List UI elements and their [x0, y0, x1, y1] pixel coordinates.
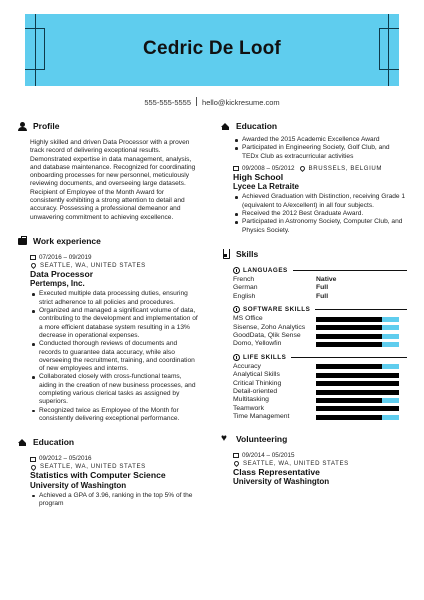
list-item: Executed multiple data processing duties, ensuring strict adherence to all policies and procedures.	[30, 290, 200, 307]
education-right-bullets	[233, 193, 407, 234]
flask-icon	[221, 249, 230, 258]
language-row: French Native	[233, 275, 337, 283]
education-left-section	[18, 437, 200, 508]
language-row: English Full	[233, 292, 329, 300]
skill-row: GoodData, Qlik Sense	[233, 332, 407, 340]
work-date: 07/2016 – 09/2019	[30, 254, 200, 262]
work-role: Data Processor	[30, 268, 94, 279]
skill-row: Detail-oriented	[233, 388, 407, 396]
education-left-date: 09/2012 – 05/2016	[30, 455, 200, 463]
skill-level-bar	[316, 334, 399, 339]
volunteering-role: Class Representative	[233, 466, 320, 477]
skill-level-bar	[316, 381, 399, 386]
skill-level-bar	[316, 398, 399, 403]
volunteering-location: SEATTLE, WA, UNITED STATES	[233, 460, 407, 468]
education-right-entry	[221, 136, 407, 235]
language-row: German Full	[233, 284, 329, 292]
volunteering-date: 09/2014 – 05/2015	[233, 452, 407, 460]
skill-level-bar	[316, 373, 399, 378]
right-column	[221, 121, 407, 494]
list-item: Conducted thorough reviews of documents and records to guarantee data accuracy, while also overseeing the recruitment, training, and coordination of new employees and interns.	[30, 340, 200, 373]
education-right-title: Education	[236, 121, 278, 131]
profile-section	[18, 121, 200, 222]
skill-row: MS Office	[233, 315, 407, 323]
skill-row: Multitasking	[233, 396, 407, 404]
graduation-cap-icon	[18, 438, 27, 447]
volunteering-heading	[221, 434, 407, 444]
skills-heading	[221, 249, 407, 259]
education-left-entry	[18, 455, 200, 508]
software-skills-heading: SOFTWARE SKILLS	[233, 306, 407, 313]
left-column	[18, 121, 200, 516]
education-left-degree: Statistics with Computer Science	[30, 470, 166, 481]
skill-row: Time Management	[233, 413, 407, 421]
education-left-bullets	[30, 492, 200, 509]
list-item: Received the 2012 Best Graduate Award.	[233, 210, 407, 218]
life-skills-group	[221, 354, 407, 422]
list-item: Achieved a GPA of 3.96, ranking in the top 5% of the program	[30, 492, 200, 509]
skill-level-bar	[316, 406, 399, 411]
list-item: Awarded the 2015 Academic Excellence Award	[233, 136, 407, 144]
life-skills-heading: LIFE SKILLS	[233, 354, 407, 361]
work-title: Work experience	[33, 235, 101, 246]
info-icon	[233, 354, 240, 361]
skill-level-bar	[316, 325, 399, 330]
list-item: Participated in Engineering Society, Golf Club, and TEDx Club as extracurricular activities	[233, 144, 407, 161]
volunteering-org: University of Washington	[233, 477, 330, 487]
education-right-section	[221, 121, 407, 235]
calendar-icon	[30, 457, 36, 462]
work-bullets	[30, 290, 200, 423]
volunteering-section	[221, 434, 407, 487]
profile-text: Highly skilled and driven Data Processor with a proven track record of delivering exceptional results. Demonstrated expertise in data management, analysis, and database maintenance. Recognized for coordinating onboarding processes for new personnel, meticulously reviewing documents, and overseeing large datasets. Recipient of Employee of the Month Award for consistently exhibiting a strong attention to detail and accuracy. Possessing a professional demeanor and unwavering commitment to achieving excellence.	[30, 139, 196, 221]
candidate-name: Cedric De Loof	[143, 38, 281, 59]
location-pin-icon	[298, 165, 305, 172]
languages-group	[221, 267, 407, 301]
graduation-cap-icon	[221, 122, 230, 131]
work-location: SEATTLE, WA, UNITED STATES	[30, 262, 200, 270]
work-org: Pertemps, Inc.	[30, 279, 85, 289]
education-right-school: Lycee La Retraite	[233, 182, 299, 192]
briefcase-icon	[18, 236, 27, 245]
skill-row: Domo, Yellowfin	[233, 340, 407, 348]
list-item: Recognized twice as Employee of the Month for consistently delivering exceptional performance.	[30, 407, 200, 424]
education-left-location: SEATTLE, WA, UNITED STATES	[30, 463, 200, 471]
work-heading	[18, 236, 200, 246]
work-section	[18, 236, 200, 423]
calendar-icon	[233, 453, 239, 458]
skill-row: Accuracy	[233, 363, 407, 371]
skills-title: Skills	[236, 248, 259, 259]
email-address[interactable]: hello@kickresume.com	[202, 98, 280, 107]
education-left-heading	[18, 437, 200, 447]
education-right-heading	[221, 121, 407, 131]
skill-level-bar	[316, 364, 399, 369]
person-icon	[18, 122, 27, 131]
calendar-icon	[30, 255, 36, 260]
profile-title: Profile	[33, 121, 60, 131]
phone-number[interactable]: 555-555-5555	[144, 98, 192, 107]
volunteering-entry	[221, 452, 407, 487]
profile-heading	[18, 121, 200, 131]
work-entry	[18, 254, 200, 423]
list-item: Participated in Astronomy Society, Computer Club, and Physics Society.	[233, 218, 407, 235]
education-left-title: Education	[33, 437, 75, 448]
contact-line	[0, 97, 424, 107]
info-icon	[233, 306, 240, 313]
info-icon	[233, 267, 240, 274]
skill-level-bar	[316, 390, 399, 395]
skill-level-bar	[316, 317, 399, 322]
contact-separator	[196, 97, 197, 106]
skill-row: Critical Thinking	[233, 380, 407, 388]
list-item: Collaborated closely with cross-functional teams, aiding in the creation of new business processes, and completing various clerical tasks as assigned by superiors.	[30, 373, 200, 406]
education-left-school: University of Washington	[30, 480, 127, 490]
skill-row: Teamwork	[233, 405, 407, 413]
software-skills-group	[221, 306, 407, 349]
education-right-top-bullets	[233, 136, 407, 161]
education-right-date-location: 09/2008 – 05/2012 BRUSSELS, BELGIUM	[233, 165, 407, 173]
skill-level-bar	[316, 415, 399, 420]
list-item: Organized and managed a significant volume of data, contributing to the development and implementation of a more efficient database system resulting in a 13% decrease in operational expenses.	[30, 307, 200, 340]
calendar-icon	[233, 166, 239, 171]
volunteering-title: Volunteering	[236, 433, 288, 444]
resume-header	[25, 14, 399, 86]
languages-heading: LANGUAGES	[233, 267, 407, 274]
list-item: Achieved Graduation with Distinction, receiving Grade 1 (equivalent to A/excellent) in all four subjects.	[233, 193, 407, 210]
education-right-degree: High School	[233, 171, 284, 182]
heart-icon: ♥	[221, 433, 227, 445]
skills-section	[221, 249, 407, 422]
skill-level-bar	[316, 342, 399, 347]
skill-row: Sisense, Zoho Analytics	[233, 324, 407, 332]
skill-row: Analytical Skills	[233, 371, 407, 379]
